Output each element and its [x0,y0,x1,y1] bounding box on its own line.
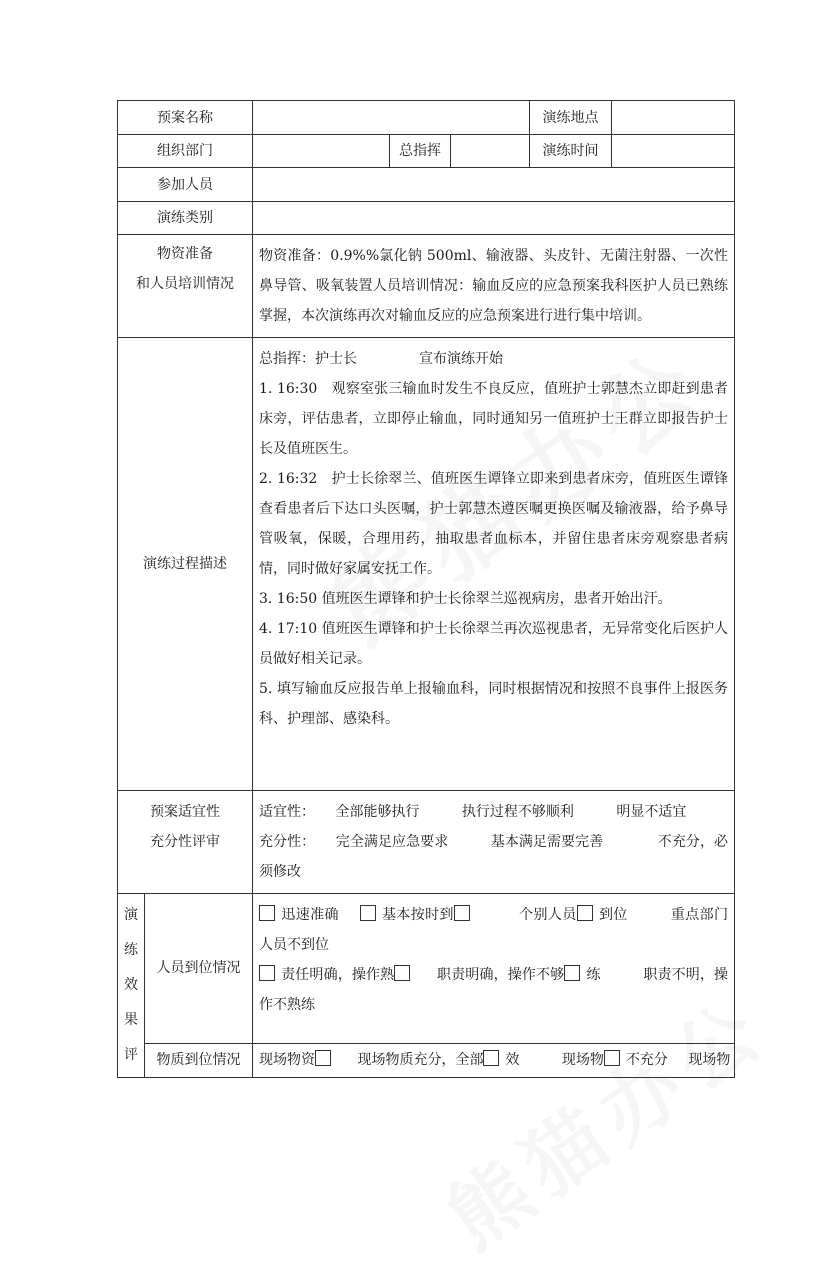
location-value[interactable] [612,101,735,135]
staff-option-some-b: 到位 [598,907,628,923]
material-option-4: 现场物 [688,1052,731,1069]
effect-eval-label [118,894,145,1078]
effect-char: 果 [124,1012,138,1028]
adequacy-option-full[interactable]: 完全满足应急要求 [335,834,449,850]
process-description [253,338,735,791]
staff-option-key-dept: 重点部门人员不到位 [259,907,729,953]
materials-label [118,235,253,338]
process-start: 宣布演练开始 [419,351,503,367]
checkbox[interactable] [360,905,376,921]
process-step: 3. 16:50 值班医生谭锋和护士长徐翠兰巡视病房，患者开始出汗。 [259,591,672,607]
duty-option-unclear: 职责不明，操作不熟练 [259,967,729,1013]
staff-label: 人员到位情况 [145,894,253,1044]
staff-option-quick: 迅速准确 [281,907,339,923]
review-label-line2: 充分性评审 [150,834,220,850]
category-label: 演练类别 [118,202,253,235]
process-commander: 总指挥：护士长 [259,351,357,367]
adequacy-label: 充分性： [259,834,316,850]
material-options [253,1043,735,1077]
org-label: 组织部门 [118,135,253,168]
material-option-3: 现场物 [561,1052,604,1069]
duty-option-unskilled-b: 练 [586,967,601,983]
effect-char: 评 [124,1047,138,1063]
review-content [253,791,735,894]
adequacy-option-insufficient[interactable]: 不充分，必须修改 [259,834,729,880]
time-value[interactable] [612,135,735,168]
process-step: 1. 16:30 观察室张三输血时发生不良反应，值班护士郭慧杰立即赶到患者床旁，评估患者，立即停止输血，同时通知另一值班护士王群立即报告护士长及值班医生。 [259,381,729,457]
effect-char: 练 [124,942,138,958]
materials-text: 物资准备：0.9%%氯化钠 500ml、输液器、头皮针、无菌注射器、一次性鼻导管、吸氧装置人员培训情况：输血反应的应急预案我科医护人员已熟练掌握，本次演练再次对输血反应的应急预案进行进行集中培训。 [253,235,735,338]
material-option-2b: 效 [505,1052,520,1069]
material-option-2: 现场物质充分，全部 [357,1052,484,1069]
material-option-1: 现场物资 [259,1052,315,1069]
org-value[interactable] [253,135,390,168]
checkbox[interactable] [564,965,580,981]
process-commander-line [259,344,728,374]
commander-label: 总指挥 [390,135,451,168]
checkbox[interactable] [454,905,470,921]
staff-option-on-time: 基本按时到 [381,907,454,923]
duty-option-clear: 责任明确，操作熟 [281,967,395,983]
duty-option-unskilled: 职责明确，操作不够 [436,967,565,983]
effect-char: 效 [124,977,138,993]
checkbox[interactable] [259,905,275,921]
effect-char: 演 [124,907,138,923]
time-label: 演练时间 [530,135,612,168]
review-label [118,791,253,894]
material-label: 物质到位情况 [145,1043,253,1077]
commander-value[interactable] [451,135,530,168]
plan-name-label: 预案名称 [118,101,253,135]
process-label: 演练过程描述 [118,338,253,791]
category-value[interactable] [253,202,735,235]
checkbox[interactable] [394,965,410,981]
material-option-3b: 不充分 [625,1052,668,1069]
checkbox[interactable] [604,1050,620,1066]
suitability-option-all[interactable]: 全部能够执行 [335,804,420,820]
process-step: 2. 16:32 护士长徐翠兰、值班医生谭锋立即来到患者床旁，值班医生谭锋查看患者后下达口头医嘱，护士郭慧杰遵医嘱更换医嘱及输液器，给予鼻导管吸氧，保暖，合理用药，抽取患者血标本，并留住患者床旁观察患者病情，同时做好家属安抚工作。 [259,471,729,577]
process-step: 5. 填写输血反应报告单上报输血科，同时根据情况和按照不良事件上报医务科、护理部、感染科。 [259,681,729,727]
checkbox[interactable] [483,1050,499,1066]
drill-record-table [117,100,735,1078]
adequacy-option-basic[interactable]: 基本满足需要完善 [490,834,604,850]
participants-value[interactable] [253,168,735,202]
review-label-line1: 预案适宜性 [150,804,220,820]
suitability-option-not-smooth[interactable]: 执行过程不够顺利 [461,804,574,820]
checkbox[interactable] [577,905,593,921]
location-label: 演练地点 [530,101,612,135]
process-step: 4. 17:10 值班医生谭锋和护士长徐翠兰再次巡视患者，无异常变化后医护人员做好相关记录。 [259,621,729,667]
suitability-option-unsuitable[interactable]: 明显不适宜 [616,804,687,820]
materials-label-line2: 和人员培训情况 [136,276,234,292]
plan-name-value[interactable] [253,101,530,135]
staff-options [253,894,735,1044]
checkbox[interactable] [315,1050,331,1066]
materials-label-line1: 物资准备 [157,246,213,262]
suitability-label: 适宜性： [259,804,315,820]
checkbox[interactable] [259,965,275,981]
participants-label: 参加人员 [118,168,253,202]
staff-option-some: 个别人员 [518,907,577,923]
